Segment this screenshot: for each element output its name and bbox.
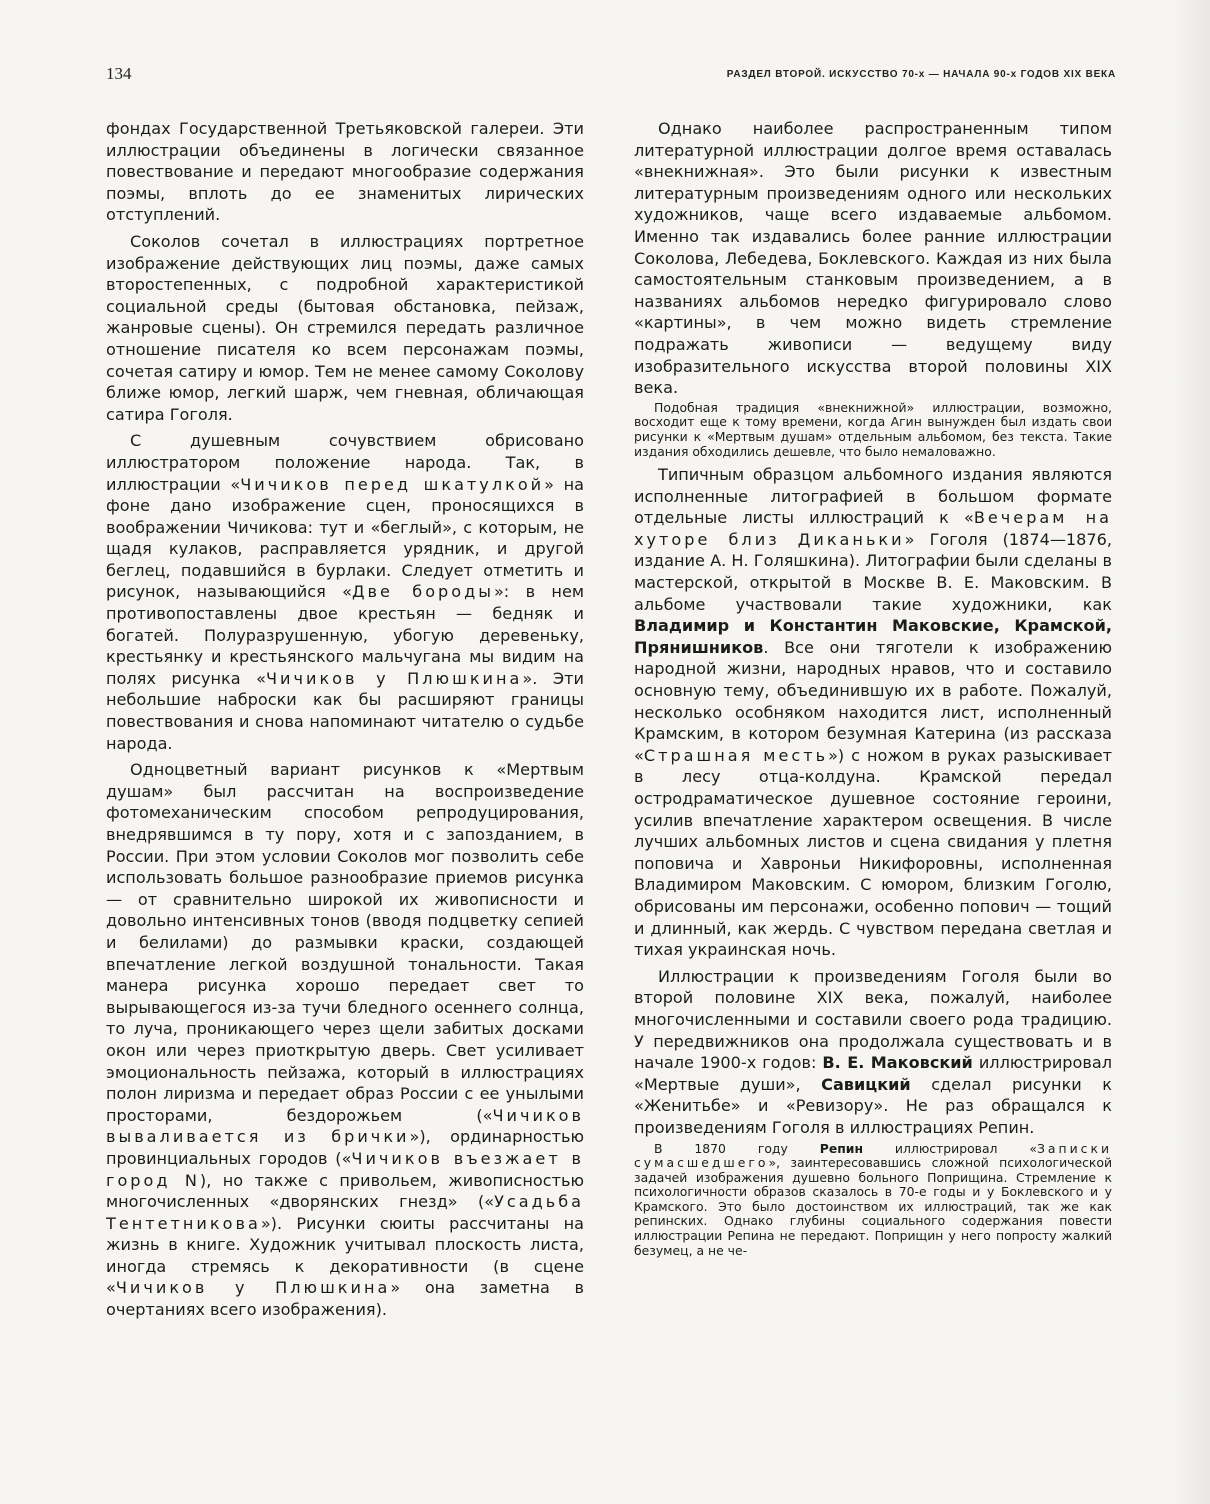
left-paragraph-2: Соколов сочетал в иллюстрациях портретное изображение действующих лиц поэмы, даже самых второстепенных, с подробной характеристикой социальной среды (бытовая обстановка, пейзаж, жанровые сцены). Он стремился передать различное отношение писателя ко всем персонажам поэмы, сочетая сатиру и юмор. Тем не менее самому Соколову ближе юмор, легкий шарж, чем гневная, обличающая сатира Гоголя. <box>106 231 584 424</box>
artwork-title: Страшная месть <box>643 745 829 765</box>
running-header: РАЗДЕЛ ВТОРОЙ. ИСКУССТВО 70-х — НАЧАЛА 90-х ГОДОВ XIX ВЕКА <box>726 69 1116 80</box>
page-number: 134 <box>106 64 132 83</box>
right-paragraph-2: Типичным образцом альбомного издания являются исполненные литографией в большом формате отдельные листы иллюстраций к «Вечерам на хуторе близ Диканьки» Гоголя (1874—1876, издание А. Н. Голяшкина). Литографии были сделаны в мастерской, открытой в Москве В. Е. Маковским. В альбоме участвовали такие художники, как Владимир и Константин Маковские, Крамской, Прянишников. Все они тяготели к изображению народной жизни, народных нравов, что и составило основную тему, объединившую их в работе. Пожалуй, несколько особняком находится лист, исполненный Крамским, в котором безумная Катерина (из рассказа «Страшная месть») с ножом в руках разыскивает в лесу отца-колдуна. Крамской передал остродраматическое душевное состояние героини, усилив впечатление характером освещения. В числе лучших альбомных листов и сцена свидания у плетня поповича и Хавроньи Никифоровны, исполненная Владимиром Маковским. С юмором, близким Гоголю, обрисованы им персонажи, особенно попович — тощий и длинный, как жердь. С чувством передана светлая и тихая украинская ночь. <box>634 465 1113 960</box>
artwork-title: Усадьба Тентетникова <box>106 1192 584 1233</box>
artwork-title: Чичиков перед шкатулкой <box>240 474 545 494</box>
artwork-title: Вечерам на хуторе близ Диканьки <box>634 508 1112 549</box>
page-edge-shadow <box>1172 0 1210 1504</box>
artwork-title: Чичиков вываливается из брички <box>106 1105 584 1147</box>
left-paragraph-1: фондах Государственной Третьяковской галереи. Эти иллюстрации объединены в логически связанное повествование и передают многообразие содержания поэмы, вплоть до ее знаменитых лирических отступлений. <box>106 119 584 225</box>
footnote-1: Подобная традиция «внекнижной» иллюстрации, возможно, восходит еще к тому времени, когда Агин вынужден был издать свои рисунки к «Мертвым душам» отдельным альбомом, без текста. Такие издания обходились дешевле, что было немаловажно. <box>634 399 1112 459</box>
right-paragraph-1: Однако наиболее распространенным типом литературной иллюстрации долгое время оставалась «внекнижная». Это были рисунки к известным литературным произведениям одного или нескольких художников, чаще всего издаваемые альбомом. Именно так издавались более ранние иллюстрации Соколова, Лебедева, Боклевского. Каждая из них была самостоятельным станковым произведением, а в названиях альбомов нередко фигурировало слово «картины», в чем можно видеть стремление подражать живописи — ведущему виду изобразительного искусства второй половины XIX века. <box>634 119 1112 398</box>
artist-name: Савицкий <box>821 1074 911 1094</box>
left-paragraph-4: Одноцветный вариант рисунков к «Мертвым душам» был рассчитан на воспроизведение фотомеханическим способом репродуцирования, внедрявшимся в ту пору, хотя и с запозданием, в России. При этом условии Соколов мог позволить себе использовать большое разнообразие приемов рисунка — от сравнительно широкой их живописности и довольно интенсивных тонов (вводя подцветку сепией и белилами) до размывки краски, создающей впечатление легкой воздушной тональности. Такая манера рисунка хорошо передает свет то вырывающегося из-за тучи бледного осеннего солнца, то луча, проникающего через щели забитых досками окон или через приоткрытую дверь. Свет усиливает эмоциональность пейзажа, который в иллюстрациях полон лиризма и передает образ России с ее унылыми просторами, бездорожьем («Чичиков вываливается из брички»), ординарностью провинциальных городов («Чичиков въезжает в город N), но также с привольем, живописностью многочисленных «дворянских гнезд» («Усадьба Тентетникова»). Рисунки сюиты рассчитаны на жизнь в книге. Художник учитывал плоскость листа, иногда стремясь к декоративности (в сцене «Чичиков у Плюшкина» она заметна в очертаниях всего изображения). <box>106 760 584 1320</box>
artwork-title: Чичиков въезжает в город N <box>106 1148 584 1190</box>
left-paragraph-3: С душевным сочувствием обрисовано иллюстратором положение народа. Так, в иллюстрации «Чичиков перед шкатулкой» на фоне дано изображение сцен, проносящихся в воображении Чичикова: тут и «беглый», с которым, не щадя кулаков, расправляется урядник, и другой беглец, подавшийся в бурлаки. Следует отметить и рисунок, называющийся «Две бороды»: в нем противопоставлены двое крестьян — бедняк и богатей. Полуразрушенную, убогую деревеньку, крестьянку и крестьянского мальчугана мы видим на полях рисунка «Чичиков у Плюшкина». Эти небольшие наброски как бы расширяют границы повествования и снова напоминают читателю о судьбе народа. <box>106 431 585 753</box>
artwork-title: Чичиков у Плюшкина <box>115 1278 391 1298</box>
artwork-title: Чичиков у Плюшкина <box>266 668 523 688</box>
artwork-title: Две бороды <box>351 582 494 602</box>
artist-name: В. Е. Маковский <box>822 1053 973 1073</box>
right-column <box>634 118 1112 1260</box>
artist-name: Репин <box>819 1140 864 1156</box>
left-column <box>106 118 584 1321</box>
footnote-2: В 1870 году Репин иллюстрировал «Записки сумасшедшего», заинтересовавшись сложной психологической задачей изображения душевно больного Поприщина. Стремление к психологичности образов сказалось в 70-е годы и у Боклевского и у Крамского. Это было достоинством их иллюстраций, так же как репинских. Однако глубины социального содержания повести иллюстрации Репина не передают. Поприщин у него попросту жалкий безумец, а не че- <box>634 1140 1112 1258</box>
artwork-title: Записки сумасшедшего <box>634 1140 1112 1171</box>
right-paragraph-3: Иллюстрации к произведениям Гоголя были во второй половине XIX века, пожалуй, наиболее многочисленными и составили своего рода традицию. У передвижников она продолжала существовать и в начале 1900-х годов: В. Е. Маковский иллюстрировал «Мертвые души», Савицкий сделал рисунки к «Женитьбе» и «Ревизору». Не раз обращался к произведениям Гоголя в иллюстрациях Репин. <box>634 966 1112 1137</box>
artist-names: Владимир и Константин Маковские, Крамской, Прянишников <box>634 616 1112 657</box>
